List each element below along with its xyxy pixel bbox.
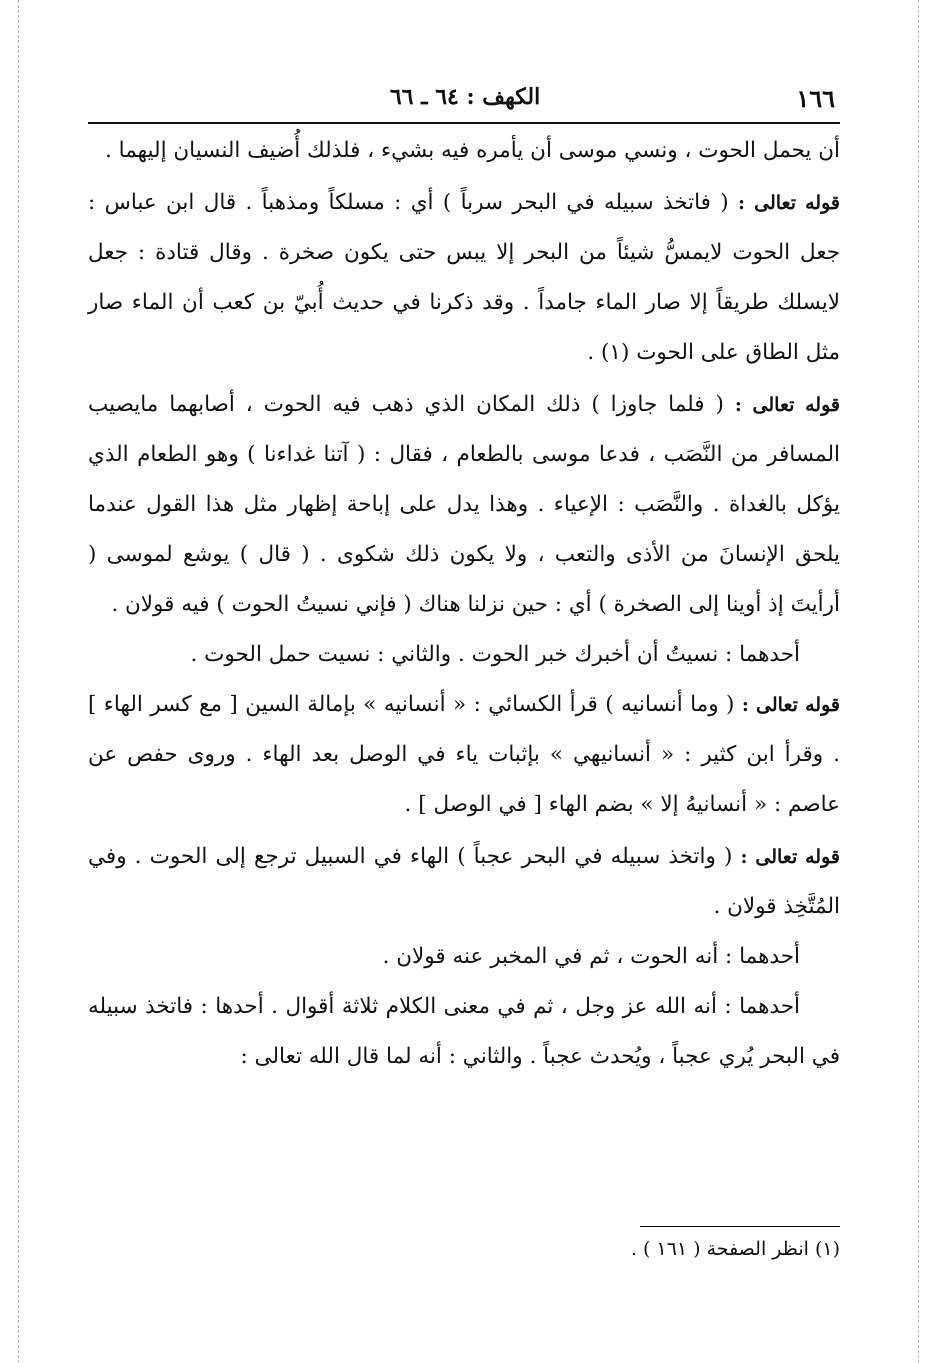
page-number: ١٦٦ xyxy=(796,84,835,113)
paragraph-2: قوله تعالى : ( فاتخذ سبيله في البحر سرباً ) أي : مسلكاً ومذهباً . قال ابن عباس : جعل الحوت لايمسُّ شيئاً من البحر إلا يبس حتى يكون صخرة . وقال قتادة : جعل لايسلك طريقاً إلا صار الماء جامداً . وقد ذكرنا في حديث أُبيّ بن كعب أن الماء صار مثل الطاق على الحوت (١) . xyxy=(88,190,840,365)
paragraph-8: أحدهما : أنه الله عز وجل ، ثم في معنى الكلام ثلاثة أقوال . أحدها : فاتخذ سبيله في البحر يُري عجباً ، ويُحدث عجباً . والثاني : أنه لما قال الله تعالى : xyxy=(88,994,840,1069)
verse-keyword: قوله تعالى : xyxy=(734,394,840,416)
footnote-rule xyxy=(640,1226,840,1227)
right-edge-guide xyxy=(918,0,919,1363)
paragraph-6: قوله تعالى : ( واتخذ سبيله في البحر عجباً ) الهاء في السبيل ترجع إلى الحوت . وفي المُتَّخِذ قولان . xyxy=(88,844,840,919)
header-rule xyxy=(88,122,840,124)
footnote: (١) انظر الصفحة ( ١٦١ ) . xyxy=(630,1238,840,1260)
paragraph-7: أحدهما : أنه الحوت ، ثم في المخبر عنه قولان . xyxy=(382,944,800,969)
verse-keyword: قوله تعالى : xyxy=(738,192,840,214)
verse-keyword: قوله تعالى : xyxy=(740,846,840,868)
paragraph-3: قوله تعالى : ( فلما جاوزا ) ذلك المكان الذي ذهب فيه الحوت ، أصابهما مايصيب المسافر من النَّصَب ، فدعا موسى بالطعام ، فقال : ( آتنا غداءنا ) وهو الطعام الذي يؤكل بالغداة . والنَّصَب : الإعياء . وهذا يدل على إباحة إظهار مثل هذا القول عندما يلحق الإنسانَ من الأذى والتعب ، ولا يكون ذلك شكوى . ( قال ) يوشع لموسى ( أرأيتَ إذ أوينا إلى الصخرة ) أي : حين نزلنا هناك ( فإني نسيتُ الحوت ) فيه قولان . xyxy=(88,392,840,617)
running-title: الكهف : ٦٤ ـ ٦٦ xyxy=(389,84,541,110)
left-edge-guide xyxy=(18,0,19,1363)
paragraph-1: أن يحمل الحوت ، ونسي موسى أن يأمره فيه بشيء ، فلذلك أُضيف النسيان إليهما . xyxy=(104,138,840,163)
main-text xyxy=(88,126,840,1082)
paragraph-4: أحدهما : نسيتُ أن أخبرك خبر الحوت . والثاني : نسيت حمل الحوت . xyxy=(190,642,800,667)
page-header xyxy=(95,80,835,120)
verse-keyword: قوله تعالى : xyxy=(741,694,840,716)
paragraph-5: قوله تعالى : ( وما أنسانيه ) قرأ الكسائي : « أنسانيه » بإمالة السين [ مع كسر الهاء ] . وقرأ ابن كثير : « أنسانيهي » بإثبات ياء في الوصل بعد الهاء . وروى حفص عن عاصم : « أنسانيهُ إلا » بضم الهاء [ في الوصل ] . xyxy=(88,692,840,817)
